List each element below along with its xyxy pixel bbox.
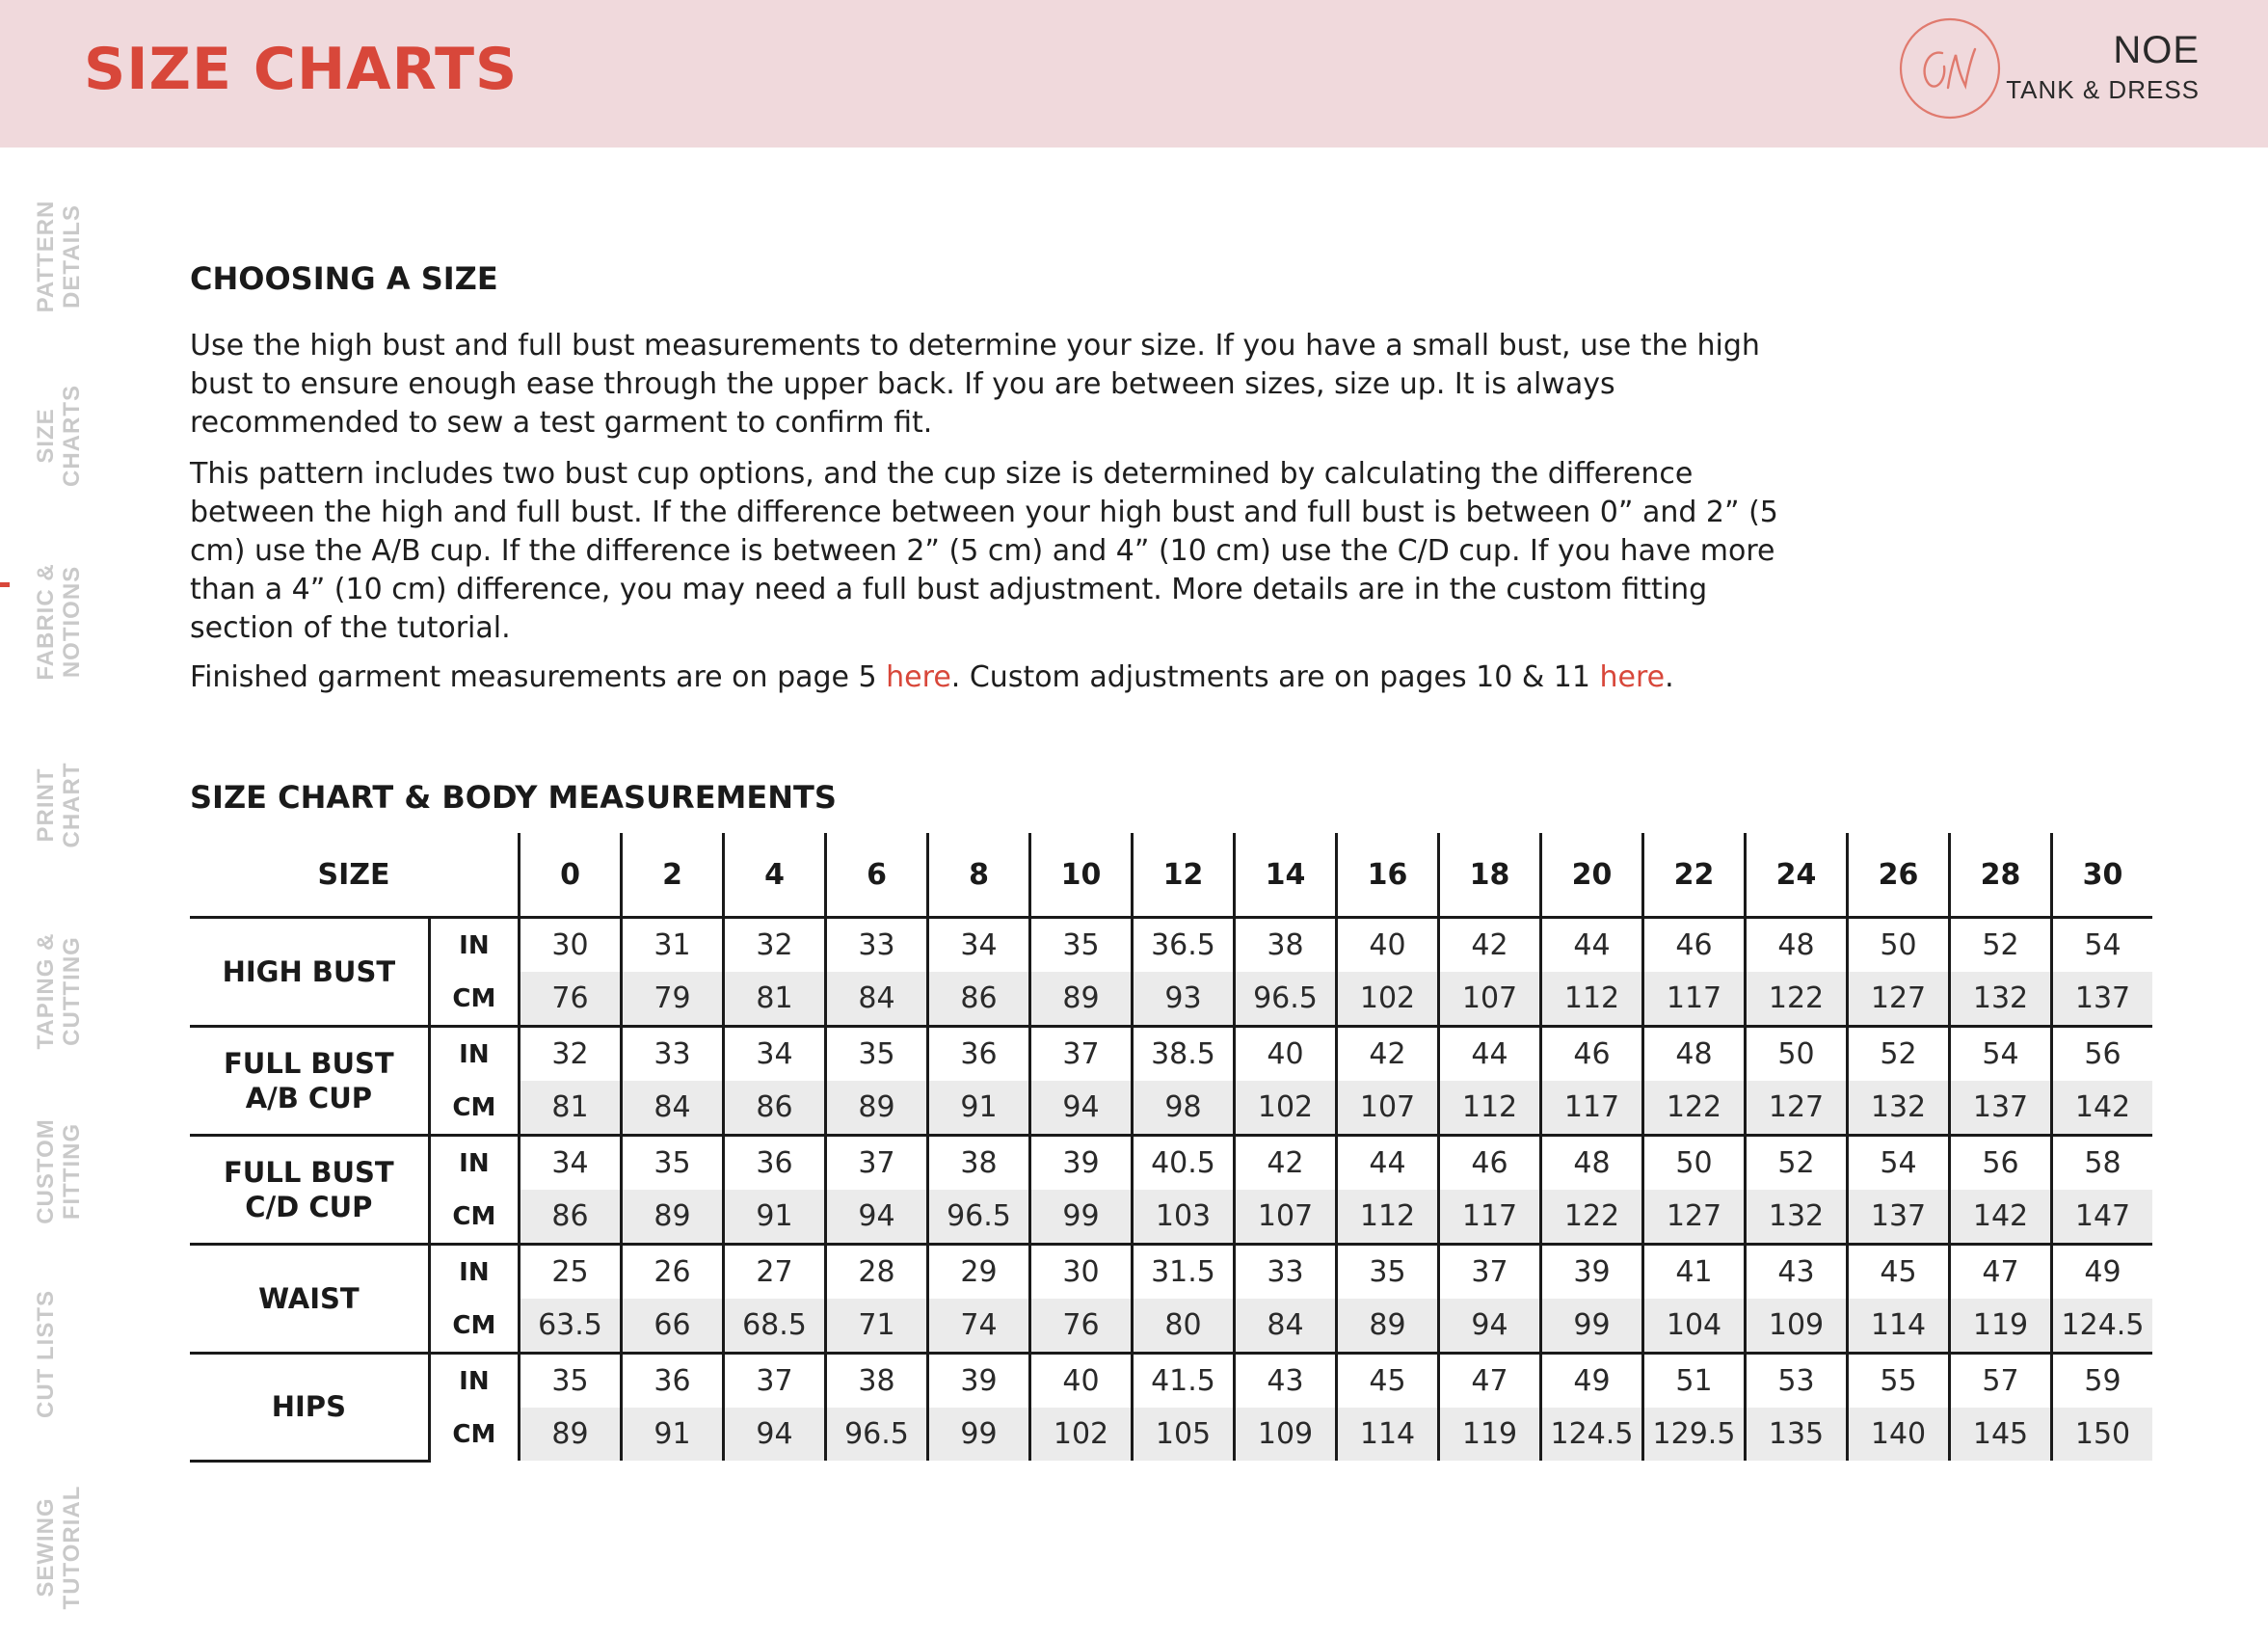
table-cell: 114 (1848, 1299, 1950, 1354)
size-header-cell: 0 (520, 833, 622, 918)
table-cell: 127 (1848, 972, 1950, 1027)
table-cell: 37 (1030, 1027, 1133, 1082)
table-cell: 119 (1950, 1299, 2052, 1354)
size-header-cell: 30 (2052, 833, 2153, 918)
table-cell: 54 (1950, 1027, 2052, 1082)
size-header-cell: 28 (1950, 833, 2052, 918)
table-cell: 41 (1643, 1245, 1746, 1300)
table-cell: 74 (928, 1299, 1030, 1354)
table-cell: 84 (826, 972, 928, 1027)
table-cell: 42 (1235, 1136, 1337, 1191)
table-cell: 40.5 (1133, 1136, 1235, 1191)
table-cell: 55 (1848, 1354, 1950, 1409)
table-cell: 49 (2052, 1245, 2153, 1300)
measurement-label: FULL BUST A/B CUP (190, 1027, 429, 1136)
table-cell: 140 (1848, 1408, 1950, 1461)
table-cell: 96.5 (826, 1408, 928, 1461)
size-column-header: SIZE (190, 833, 520, 918)
size-chart-heading: SIZE CHART & BODY MEASUREMENTS (190, 779, 837, 816)
table-cell: 89 (520, 1408, 622, 1461)
table-cell: 94 (826, 1190, 928, 1245)
size-header-cell: 4 (724, 833, 826, 918)
table-cell: 32 (724, 918, 826, 973)
table-cell: 86 (928, 972, 1030, 1027)
table-cell: 107 (1439, 972, 1541, 1027)
brand-name: NOE (2113, 29, 2200, 71)
table-cell: 96.5 (1235, 972, 1337, 1027)
table-cell: 37 (1439, 1245, 1541, 1300)
sidebar-item-taping-cutting[interactable]: TAPING & CUTTING (33, 932, 85, 1050)
table-cell: 49 (1541, 1354, 1643, 1409)
size-header-cell: 12 (1133, 833, 1235, 918)
table-cell: 33 (826, 918, 928, 973)
table-cell: 96.5 (928, 1190, 1030, 1245)
unit-label: IN (429, 918, 519, 973)
table-cell: 30 (1030, 1245, 1133, 1300)
size-header-cell: 2 (622, 833, 724, 918)
table-cell: 89 (1030, 972, 1133, 1027)
table-cell: 25 (520, 1245, 622, 1300)
table-cell: 81 (724, 972, 826, 1027)
table-cell: 89 (826, 1081, 928, 1136)
table-cell: 50 (1848, 918, 1950, 973)
table-cell: 38 (826, 1354, 928, 1409)
table-cell: 105 (1133, 1408, 1235, 1461)
table-cell: 35 (1337, 1245, 1439, 1300)
measurement-label: HIPS (190, 1354, 429, 1462)
sidebar-item-size-charts[interactable]: SIZE CHARTS (33, 385, 85, 487)
table-cell: 91 (928, 1081, 1030, 1136)
choosing-size-heading: CHOOSING A SIZE (190, 260, 498, 297)
table-cell: 48 (1541, 1136, 1643, 1191)
finished-measurements-link[interactable]: here (886, 660, 951, 694)
table-cell: 137 (1950, 1081, 2052, 1136)
intro-paragraph-1: Use the high bust and full bust measurements to determine your size. If you have a small bust, use the high bust to ensure enough ease through the upper back. If you are between sizes, size up. It is always recommended to sew a test garment to confirm fit. (190, 329, 1760, 440)
table-cell: 127 (1643, 1190, 1746, 1245)
table-cell: 54 (1848, 1136, 1950, 1191)
table-cell: 91 (724, 1190, 826, 1245)
table-cell: 112 (1439, 1081, 1541, 1136)
table-cell: 150 (2052, 1408, 2153, 1461)
table-cell: 33 (1235, 1245, 1337, 1300)
unit-label: IN (429, 1245, 519, 1300)
intro-paragraph-2: This pattern includes two bust cup options, and the cup size is determined by calculating the difference between the high and full bust. If the difference between your high bust and full bust is between 0” and 2” (5 cm) use the A/B cup. If the difference is between 2” (5 cm) and 4” (10 cm) use the C/D cup. If you have more than a 4” (10 cm) difference, you may need a full bust adjustment. More details are in the custom fitting section of the tutorial. (190, 457, 1778, 645)
table-cell: 52 (1848, 1027, 1950, 1082)
table-cell: 132 (1950, 972, 2052, 1027)
table-cell: 98 (1133, 1081, 1235, 1136)
table-cell: 43 (1746, 1245, 1848, 1300)
table-cell: 42 (1439, 918, 1541, 973)
table-cell: 117 (1643, 972, 1746, 1027)
table-cell: 109 (1235, 1408, 1337, 1461)
table-row (190, 1136, 2152, 1191)
table-cell: 37 (724, 1354, 826, 1409)
table-row (190, 972, 2152, 1027)
size-header-cell: 10 (1030, 833, 1133, 918)
unit-label: CM (429, 1081, 519, 1136)
table-cell: 40 (1337, 918, 1439, 973)
table-cell: 30 (520, 918, 622, 973)
table-cell: 84 (1235, 1299, 1337, 1354)
sidebar-item-cut-lists[interactable]: CUT LISTS (33, 1290, 59, 1418)
table-cell: 40 (1030, 1354, 1133, 1409)
table-cell: 107 (1337, 1081, 1439, 1136)
table-cell: 132 (1848, 1081, 1950, 1136)
table-cell: 46 (1643, 918, 1746, 973)
table-header-row (190, 833, 2152, 918)
table-cell: 39 (928, 1354, 1030, 1409)
table-cell: 127 (1746, 1081, 1848, 1136)
unit-label: IN (429, 1027, 519, 1082)
page-header (0, 0, 2268, 148)
unit-label: CM (429, 1408, 519, 1461)
table-cell: 99 (928, 1408, 1030, 1461)
size-chart-table (190, 833, 2152, 1463)
table-cell: 117 (1541, 1081, 1643, 1136)
table-cell: 40 (1235, 1027, 1337, 1082)
table-row (190, 1408, 2152, 1461)
table-cell: 117 (1439, 1190, 1541, 1245)
measurement-label: WAIST (190, 1245, 429, 1354)
table-cell: 102 (1030, 1408, 1133, 1461)
table-cell: 112 (1337, 1190, 1439, 1245)
table-cell: 119 (1439, 1408, 1541, 1461)
side-navigation (0, 148, 106, 1638)
table-cell: 147 (2052, 1190, 2153, 1245)
measurement-label: FULL BUST C/D CUP (190, 1136, 429, 1245)
table-row (190, 1299, 2152, 1354)
table-cell: 122 (1643, 1081, 1746, 1136)
table-cell: 57 (1950, 1354, 2052, 1409)
table-cell: 129.5 (1643, 1408, 1746, 1461)
table-cell: 47 (1950, 1245, 2052, 1300)
table-cell: 137 (1848, 1190, 1950, 1245)
table-cell: 45 (1848, 1245, 1950, 1300)
table-cell: 68.5 (724, 1299, 826, 1354)
table-cell: 91 (622, 1408, 724, 1461)
table-cell: 142 (2052, 1081, 2153, 1136)
table-cell: 41.5 (1133, 1354, 1235, 1409)
sidebar-item-sewing-tutorial[interactable]: SEWING TUTORIAL (33, 1485, 85, 1610)
table-row (190, 1027, 2152, 1082)
table-cell: 103 (1133, 1190, 1235, 1245)
table-cell: 135 (1746, 1408, 1848, 1461)
custom-adjustments-link[interactable]: here (1599, 660, 1666, 694)
table-cell: 38.5 (1133, 1027, 1235, 1082)
table-cell: 36 (724, 1136, 826, 1191)
table-cell: 122 (1746, 972, 1848, 1027)
table-row (190, 1245, 2152, 1300)
table-cell: 35 (520, 1354, 622, 1409)
table-cell: 52 (1746, 1136, 1848, 1191)
table-cell: 80 (1133, 1299, 1235, 1354)
table-cell: 47 (1439, 1354, 1541, 1409)
table-cell: 71 (826, 1299, 928, 1354)
sidebar-item-print-chart[interactable]: PRINT CHART (33, 762, 85, 848)
table-cell: 89 (622, 1190, 724, 1245)
table-cell: 52 (1950, 918, 2052, 973)
table-cell: 86 (520, 1190, 622, 1245)
table-cell: 34 (520, 1136, 622, 1191)
size-header-cell: 14 (1235, 833, 1337, 918)
unit-label: IN (429, 1136, 519, 1191)
unit-label: CM (429, 1299, 519, 1354)
unit-label: CM (429, 972, 519, 1027)
table-cell: 66 (622, 1299, 724, 1354)
size-header-cell: 6 (826, 833, 928, 918)
table-cell: 102 (1337, 972, 1439, 1027)
sidebar-item-pattern-details[interactable]: PATTERN DETAILS (33, 200, 85, 313)
size-header-cell: 22 (1643, 833, 1746, 918)
table-cell: 35 (1030, 918, 1133, 973)
table-cell: 94 (1030, 1081, 1133, 1136)
table-cell: 99 (1030, 1190, 1133, 1245)
table-cell: 51 (1643, 1354, 1746, 1409)
page-title: SIZE CHARTS (84, 36, 519, 103)
table-cell: 35 (622, 1136, 724, 1191)
table-cell: 81 (520, 1081, 622, 1136)
table-cell: 26 (622, 1245, 724, 1300)
table-cell: 94 (724, 1408, 826, 1461)
brand-logo-icon (1898, 16, 2002, 121)
table-row (190, 1190, 2152, 1245)
table-cell: 36 (928, 1027, 1030, 1082)
sidebar-item-custom-fitting[interactable]: CUSTOM FITTING (33, 1118, 85, 1224)
table-cell: 46 (1541, 1027, 1643, 1082)
table-cell: 109 (1746, 1299, 1848, 1354)
table-cell: 34 (928, 918, 1030, 973)
table-cell: 79 (622, 972, 724, 1027)
size-header-cell: 20 (1541, 833, 1643, 918)
table-cell: 37 (826, 1136, 928, 1191)
table-cell: 46 (1439, 1136, 1541, 1191)
table-cell: 114 (1337, 1408, 1439, 1461)
table-cell: 99 (1541, 1299, 1643, 1354)
table-cell: 39 (1030, 1136, 1133, 1191)
table-cell: 59 (2052, 1354, 2153, 1409)
table-cell: 31 (622, 918, 724, 973)
table-cell: 145 (1950, 1408, 2052, 1461)
measurement-label: HIGH BUST (190, 918, 429, 1027)
table-cell: 50 (1746, 1027, 1848, 1082)
table-cell: 36.5 (1133, 918, 1235, 973)
table-cell: 132 (1746, 1190, 1848, 1245)
table-cell: 34 (724, 1027, 826, 1082)
table-cell: 35 (826, 1027, 928, 1082)
size-header-cell: 16 (1337, 833, 1439, 918)
table-cell: 86 (724, 1081, 826, 1136)
sidebar-item-fabric-notions[interactable]: FABRIC & NOTIONS (33, 563, 85, 681)
table-cell: 94 (1439, 1299, 1541, 1354)
table-cell: 29 (928, 1245, 1030, 1300)
table-cell: 27 (724, 1245, 826, 1300)
table-cell: 44 (1337, 1136, 1439, 1191)
table-cell: 89 (1337, 1299, 1439, 1354)
table-cell: 38 (1235, 918, 1337, 973)
table-row (190, 918, 2152, 973)
table-cell: 44 (1541, 918, 1643, 973)
table-cell: 48 (1643, 1027, 1746, 1082)
intro-paragraph-3: Finished garment measurements are on page 5 here. Custom adjustments are on pages 10 & 11 here. (190, 660, 1674, 694)
table-cell: 76 (520, 972, 622, 1027)
table-cell: 93 (1133, 972, 1235, 1027)
table-cell: 84 (622, 1081, 724, 1136)
table-cell: 76 (1030, 1299, 1133, 1354)
table-cell: 56 (2052, 1027, 2153, 1082)
active-nav-marker (0, 582, 10, 587)
table-cell: 45 (1337, 1354, 1439, 1409)
size-header-cell: 26 (1848, 833, 1950, 918)
table-cell: 39 (1541, 1245, 1643, 1300)
table-cell: 142 (1950, 1190, 2052, 1245)
table-cell: 124.5 (1541, 1408, 1643, 1461)
table-cell: 48 (1746, 918, 1848, 973)
size-header-cell: 24 (1746, 833, 1848, 918)
table-cell: 63.5 (520, 1299, 622, 1354)
unit-label: CM (429, 1190, 519, 1245)
size-header-cell: 8 (928, 833, 1030, 918)
table-cell: 107 (1235, 1190, 1337, 1245)
brand-subtitle: TANK & DRESS (2006, 75, 2200, 104)
table-cell: 102 (1235, 1081, 1337, 1136)
table-cell: 43 (1235, 1354, 1337, 1409)
table-cell: 50 (1643, 1136, 1746, 1191)
table-cell: 137 (2052, 972, 2153, 1027)
table-cell: 33 (622, 1027, 724, 1082)
table-cell: 122 (1541, 1190, 1643, 1245)
table-cell: 112 (1541, 972, 1643, 1027)
table-cell: 44 (1439, 1027, 1541, 1082)
size-header-cell: 18 (1439, 833, 1541, 918)
table-row (190, 1354, 2152, 1409)
table-cell: 42 (1337, 1027, 1439, 1082)
table-cell: 38 (928, 1136, 1030, 1191)
table-cell: 58 (2052, 1136, 2153, 1191)
table-cell: 36 (622, 1354, 724, 1409)
table-cell: 31.5 (1133, 1245, 1235, 1300)
table-cell: 104 (1643, 1299, 1746, 1354)
unit-label: IN (429, 1354, 519, 1409)
table-row (190, 1081, 2152, 1136)
table-cell: 32 (520, 1027, 622, 1082)
table-cell: 124.5 (2052, 1299, 2153, 1354)
table-cell: 56 (1950, 1136, 2052, 1191)
table-cell: 53 (1746, 1354, 1848, 1409)
table-cell: 28 (826, 1245, 928, 1300)
table-cell: 54 (2052, 918, 2153, 973)
